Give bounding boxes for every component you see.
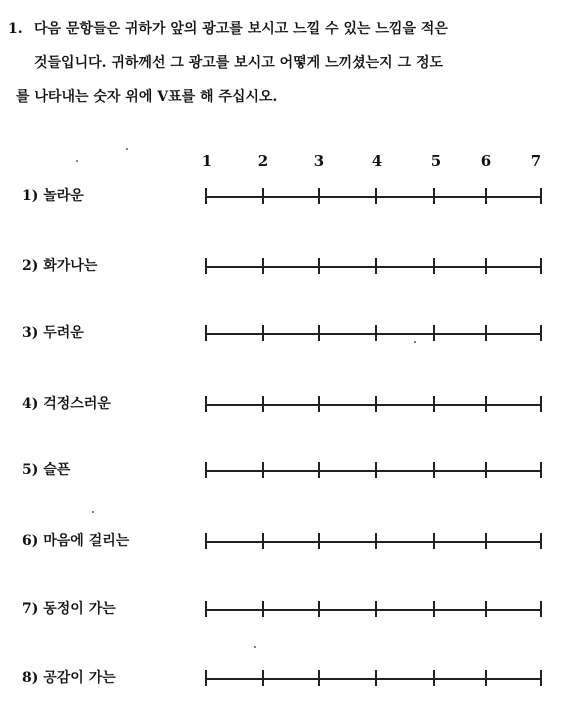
scale-tick-3[interactable]: [318, 533, 320, 549]
scale-tick-1[interactable]: [205, 188, 207, 204]
scale-tick-4[interactable]: [375, 188, 377, 204]
scale-tick-2[interactable]: [262, 396, 264, 412]
scale-header: [0, 152, 578, 174]
item-label: [22, 667, 116, 687]
item-number: 8): [22, 670, 39, 686]
item-label: [22, 322, 84, 342]
scale-tick-6[interactable]: [485, 601, 487, 617]
scale-tick-6[interactable]: [485, 462, 487, 478]
rating-scale: [205, 393, 542, 417]
item-text: 슬픈: [43, 462, 71, 478]
item-label: [22, 530, 129, 550]
item-text: 걱정스러운: [43, 396, 111, 412]
rating-scale: [205, 322, 542, 346]
item-number: 4): [22, 396, 39, 412]
rating-scale: [205, 185, 542, 209]
scale-tick-7[interactable]: [540, 188, 542, 204]
scale-tick-7[interactable]: [540, 462, 542, 478]
item-number: 3): [22, 325, 39, 341]
scale-point-7: 7: [530, 152, 542, 170]
scale-tick-7[interactable]: [540, 670, 542, 686]
rating-scale: [205, 255, 542, 279]
scale-tick-3[interactable]: [318, 670, 320, 686]
scale-tick-1[interactable]: [205, 396, 207, 412]
rating-item-7: [0, 598, 578, 622]
scale-tick-2[interactable]: [262, 462, 264, 478]
instruction-line-2: 것들입니다. 귀하께선 그 광고를 보시고 어떻게 느끼셨는지 그 정도: [34, 55, 444, 71]
scale-tick-5[interactable]: [433, 258, 435, 274]
scale-tick-2[interactable]: [262, 188, 264, 204]
scale-tick-6[interactable]: [485, 325, 487, 341]
scale-tick-6[interactable]: [485, 188, 487, 204]
scale-tick-5[interactable]: [433, 325, 435, 341]
item-text: 마음에 걸리는: [43, 533, 130, 549]
scale-tick-4[interactable]: [375, 396, 377, 412]
item-number: 6): [22, 533, 39, 549]
scale-line: [205, 404, 542, 406]
scale-tick-4[interactable]: [375, 325, 377, 341]
item-number: 7): [22, 601, 39, 617]
scan-speck: [126, 148, 128, 150]
rating-scale: [205, 459, 542, 483]
item-label: [22, 255, 97, 275]
scale-tick-3[interactable]: [318, 601, 320, 617]
item-text: 공감이 가는: [43, 670, 116, 686]
scale-tick-6[interactable]: [485, 396, 487, 412]
item-number: 2): [22, 258, 39, 274]
item-number: 1): [22, 188, 39, 204]
scale-tick-2[interactable]: [262, 601, 264, 617]
scale-tick-4[interactable]: [375, 533, 377, 549]
scale-point-1: 1: [201, 152, 213, 170]
item-label: [22, 185, 84, 205]
scale-tick-3[interactable]: [318, 462, 320, 478]
rating-item-8: [0, 667, 578, 691]
scale-tick-5[interactable]: [433, 396, 435, 412]
item-number: 5): [22, 462, 39, 478]
scale-tick-5[interactable]: [433, 188, 435, 204]
instruction-line-1: 1. 다음 문항들은 귀하가 앞의 광고를 보시고 느낄 수 있는 느낌을 적은: [8, 12, 568, 46]
scale-tick-1[interactable]: [205, 462, 207, 478]
scale-tick-4[interactable]: [375, 601, 377, 617]
scale-tick-7[interactable]: [540, 533, 542, 549]
rating-item-3: [0, 322, 578, 346]
scale-tick-7[interactable]: [540, 258, 542, 274]
scale-tick-4[interactable]: [375, 462, 377, 478]
scale-line: [205, 470, 542, 472]
instruction-line-3: 를 나타내는 숫자 위에 V표를 해 주십시오.: [16, 89, 278, 105]
rating-scale: [205, 598, 542, 622]
item-text: 동정이 가는: [43, 601, 116, 617]
scale-tick-4[interactable]: [375, 670, 377, 686]
scale-tick-1[interactable]: [205, 670, 207, 686]
scale-tick-7[interactable]: [540, 601, 542, 617]
scale-point-3: 3: [313, 152, 325, 170]
item-label: [22, 598, 116, 618]
scale-point-6: 6: [480, 152, 492, 170]
scan-speck: [76, 160, 78, 162]
scale-tick-1[interactable]: [205, 601, 207, 617]
scale-tick-1[interactable]: [205, 325, 207, 341]
scale-point-2: 2: [257, 152, 269, 170]
instruction-block: [8, 12, 568, 114]
scale-tick-2[interactable]: [262, 325, 264, 341]
scale-tick-3[interactable]: [318, 258, 320, 274]
rating-item-6: [0, 530, 578, 554]
scale-tick-1[interactable]: [205, 533, 207, 549]
question-number: 1.: [8, 21, 23, 37]
item-label: [22, 459, 70, 479]
scale-line: [205, 333, 542, 335]
scale-tick-6[interactable]: [485, 533, 487, 549]
scale-point-4: 4: [371, 152, 383, 170]
scale-tick-2[interactable]: [262, 533, 264, 549]
scale-tick-4[interactable]: [375, 258, 377, 274]
scale-tick-7[interactable]: [540, 396, 542, 412]
scale-tick-7[interactable]: [540, 325, 542, 341]
rating-item-2: [0, 255, 578, 279]
scan-speck: [92, 511, 94, 513]
rating-scale: [205, 530, 542, 554]
scale-tick-5[interactable]: [433, 601, 435, 617]
scale-tick-5[interactable]: [433, 462, 435, 478]
scale-tick-3[interactable]: [318, 396, 320, 412]
scale-tick-3[interactable]: [318, 325, 320, 341]
rating-item-1: [0, 185, 578, 209]
scale-tick-5[interactable]: [433, 533, 435, 549]
item-text: 놀라운: [43, 188, 84, 204]
scale-point-5: 5: [430, 152, 442, 170]
scale-line: [205, 541, 542, 543]
scan-speck: [414, 341, 416, 343]
item-label: [22, 393, 111, 413]
rating-item-4: [0, 393, 578, 417]
scale-tick-3[interactable]: [318, 188, 320, 204]
rating-item-5: [0, 459, 578, 483]
scale-tick-5[interactable]: [433, 670, 435, 686]
scale-tick-2[interactable]: [262, 258, 264, 274]
rating-scale: [205, 667, 542, 691]
item-text: 두려운: [43, 325, 84, 341]
scale-tick-6[interactable]: [485, 258, 487, 274]
scale-line: [205, 678, 542, 680]
scale-tick-6[interactable]: [485, 670, 487, 686]
item-text: 화가나는: [43, 258, 98, 274]
scan-speck: [254, 646, 256, 648]
scale-tick-1[interactable]: [205, 258, 207, 274]
scale-line: [205, 266, 542, 268]
scale-line: [205, 196, 542, 198]
scale-tick-2[interactable]: [262, 670, 264, 686]
scale-line: [205, 609, 542, 611]
